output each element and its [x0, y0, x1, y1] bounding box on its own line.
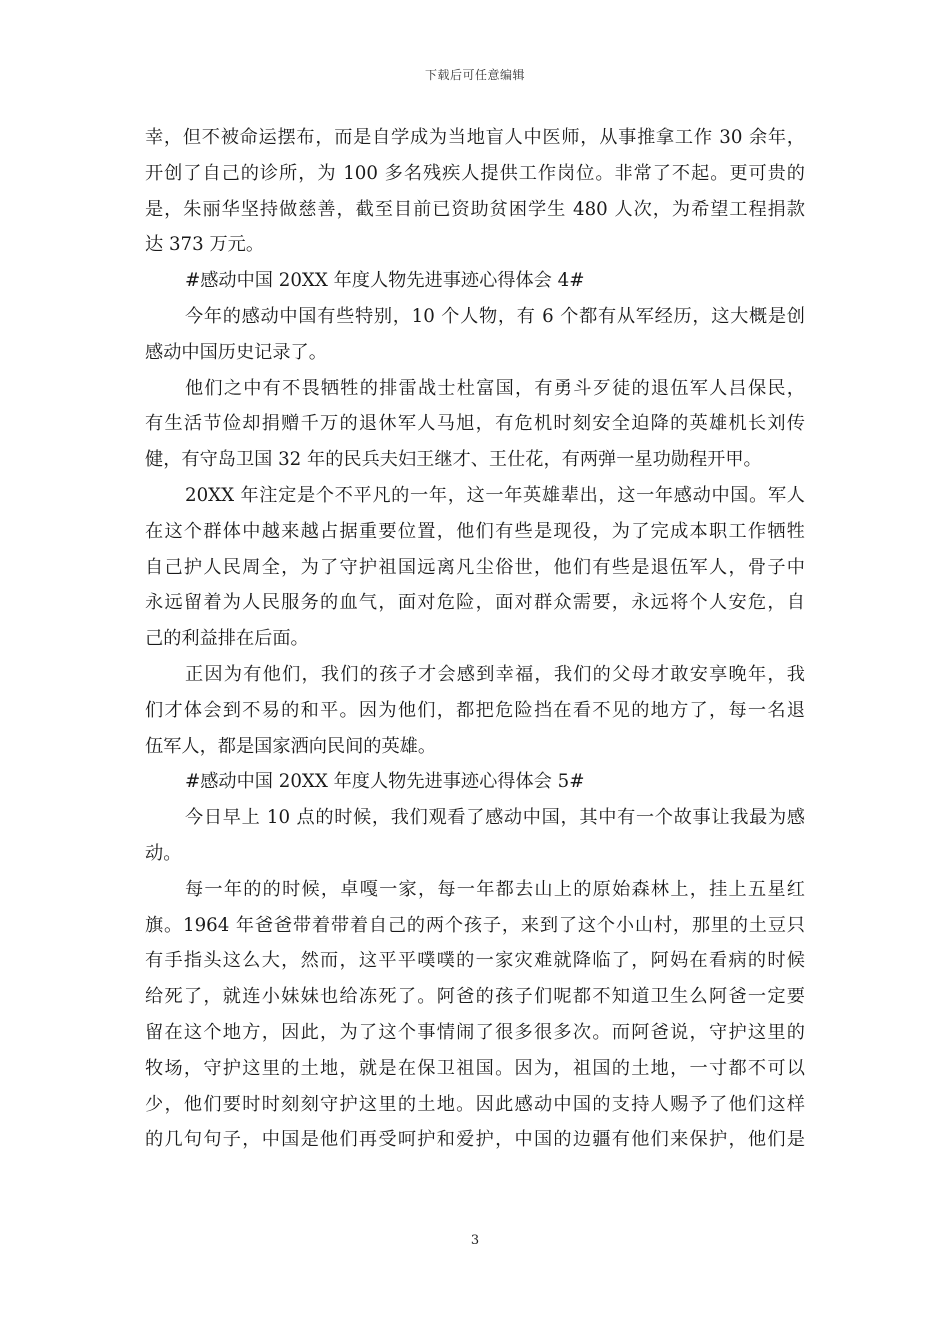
paragraph-line: 正因为有他们，我们的孩子才会感到幸福，我们的父母才敢安享晚年，我	[185, 663, 805, 685]
paragraph-line: 有手指头这么大，然而，这平平噗噗的一家灾难就降临了，阿妈在看病的时候	[145, 950, 805, 972]
heading-line: #感动中国 20XX 年度人物先进事迹心得体会 4#	[185, 270, 585, 292]
paragraph-line: 的几句句子，中国是他们再受呵护和爱护，中国的边疆有他们来保护，他们是	[145, 1129, 805, 1151]
paragraph-line: 少，他们要时时刻刻守护这里的土地。因此感动中国的支持人赐予了他们这样	[145, 1093, 805, 1115]
paragraph-line: 健，有守岛卫国 32 年的民兵夫妇王继才、王仕花，有两弹一星功勋程开甲。	[145, 449, 762, 471]
paragraph-line: 永远留着为人民服务的血气，面对危险，面对群众需要，永远将个人安危，自	[145, 592, 805, 614]
paragraph-line: 自己护人民周全，为了守护祖国远离凡尘俗世，他们有些是退伍军人，骨子中	[145, 556, 805, 578]
heading-line: #感动中国 20XX 年度人物先进事迹心得体会 5#	[185, 771, 585, 793]
paragraph-line: 们才体会到不易的和平。因为他们，都把危险挡在看不见的地方了，每一名退	[145, 699, 805, 721]
paragraph-line: 动。	[145, 842, 182, 864]
paragraph-line: 开创了自己的诊所，为 100 多名残疾人提供工作岗位。非常了不起。更可贵的	[145, 162, 805, 184]
paragraph-line: 今年的感动中国有些特别，10 个人物，有 6 个都有从军经历，这大概是创	[185, 305, 805, 327]
page-number: 3	[470, 1233, 480, 1248]
document-body	[145, 120, 805, 1158]
paragraph-line: 己的利益排在后面。	[145, 628, 309, 650]
paragraph-line: 给死了，就连小妹妹也给冻死了。阿爸的孩子们呢都不知道卫生么阿爸一定要	[145, 986, 805, 1008]
paragraph-line: 有生活节俭却捐赠千万的退休军人马旭，有危机时刻安全迫降的英雄机长刘传	[145, 413, 805, 435]
paragraph-line: 20XX 年注定是个不平凡的一年，这一年英雄辈出，这一年感动中国。军人	[185, 484, 805, 506]
page-header-note: 下载后可任意编辑	[424, 68, 525, 82]
paragraph-line: 每一年的的时候，卓嘎一家，每一年都去山上的原始森林上，挂上五星红	[185, 878, 805, 900]
paragraph-line: 达 373 万元。	[145, 234, 265, 256]
paragraph-line: 留在这个地方，因此，为了这个事情闹了很多很多次。而阿爸说，守护这里的	[145, 1021, 805, 1043]
paragraph-line: 幸，但不被命运摆布，而是自学成为当地盲人中医师，从事推拿工作 30 余年，	[145, 127, 805, 148]
paragraph-line: 在这个群体中越来越占据重要位置，他们有些是现役，为了完成本职工作牺牲	[145, 520, 805, 542]
paragraph-line: 牧场，守护这里的土地，就是在保卫祖国。因为，祖国的土地，一寸都不可以	[145, 1057, 805, 1079]
paragraph-line: 是，朱丽华坚持做慈善，截至目前已资助贫困学生 480 人次，为希望工程捐款	[145, 198, 805, 220]
paragraph-line: 旗。1964 年爸爸带着带着自己的两个孩子，来到了这个小山村，那里的土豆只	[145, 914, 805, 936]
paragraph-line: 他们之中有不畏牺牲的排雷战士杜富国，有勇斗歹徒的退伍军人吕保民，	[185, 377, 805, 399]
paragraph-line: 伍军人，都是国家洒向民间的英雄。	[145, 735, 437, 757]
paragraph-line: 今日早上 10 点的时候，我们观看了感动中国，其中有一个故事让我最为感	[185, 807, 805, 829]
paragraph-line: 感动中国历史记录了。	[145, 341, 327, 363]
